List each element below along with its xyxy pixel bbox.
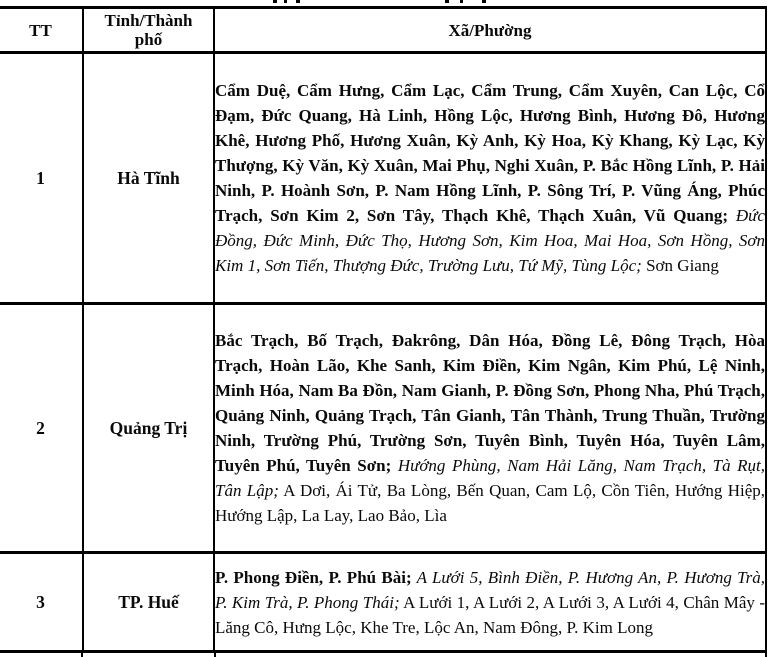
table-border-stub xyxy=(214,651,216,657)
wards-italic-list: A Lưới 5, Bình Điền, P. Hương An, P. Hương Trà, P. Kim Trà, P. Phong Thái; xyxy=(215,567,765,612)
header-province-line1: Tỉnh/Thành xyxy=(104,11,193,30)
province-name: Hà Tĩnh xyxy=(83,53,214,304)
header-province-line2: phố xyxy=(134,30,163,49)
clipped-text-fragment xyxy=(482,0,486,3)
wards-cell xyxy=(214,553,766,652)
wards-regular-list: Sơn Giang xyxy=(641,256,719,275)
clipped-text-fragment xyxy=(273,0,277,3)
table-row xyxy=(0,304,766,553)
table-row xyxy=(0,553,766,652)
clipped-text-fragment xyxy=(284,0,287,3)
clipped-text-fragment xyxy=(460,0,463,3)
wards-list xyxy=(215,328,765,528)
wards-list xyxy=(215,78,765,278)
table-page xyxy=(0,6,767,653)
table-header-row xyxy=(0,8,766,53)
wards-list xyxy=(215,565,765,640)
wards-bold-list: Cẩm Duệ, Cẩm Hưng, Cẩm Lạc, Cẩm Trung, Cẩm Xuyên, Can Lộc, Cổ Đạm, Đức Quang, Hà Linh, Hồng Lộc, Hương Bình, Hương Đô, Hương Khê, Hương Phố, Hương Xuân, Kỳ Anh, Kỳ Hoa, Kỳ Khang, Kỳ Lạc, Kỳ Thượng, Kỳ Văn, Kỳ Xuân, Mai Phụ, Nghi Xuân, P. Bắc Hồng Lĩnh, P. Hải Ninh, P. Hoành Sơn, P. Nam Hồng Lĩnh, P. Sông Trí, P. Vũng Áng, Phúc Trạch, Sơn Kim 2, Sơn Tây, Thạch Khê, Thạch Xuân, Vũ Quang; xyxy=(215,81,765,225)
wards-bold-list: P. Phong Điền, P. Phú Bài; xyxy=(215,567,412,587)
header-province xyxy=(83,8,214,53)
wards-bold-list: Bắc Trạch, Bố Trạch, Đakrông, Dân Hóa, Đồng Lê, Đông Trạch, Hòa Trạch, Hoàn Lão, Khe Sanh, Kim Điền, Kim Ngân, Kim Phú, Lệ Ninh, Minh Hóa, Nam Ba Đồn, Nam Gianh, P. Đồng Sơn, Phong Nha, Phú Trạch, Quảng Ninh, Quảng Trạch, Tân Gianh, Tân Thành, Trung Thuần, Trường Ninh, Trường Phú, Trường Sơn, Tuyên Bình, Tuyên Hóa, Tuyên Lâm, Tuyên Phú, Tuyên Sơn; xyxy=(215,331,765,475)
row-number: 1 xyxy=(0,53,83,304)
table-border-stub xyxy=(81,651,83,657)
wards-regular-list: A Dơi, Ái Tử, Ba Lòng, Bến Quan, Cam Lộ, Cồn Tiên, Hướng Hiệp, Hướng Lập, La Lay, Lao Bảo, Lìa xyxy=(215,481,765,525)
table-row xyxy=(0,53,766,304)
header-tt: TT xyxy=(0,8,83,53)
table-border-stub xyxy=(765,651,767,657)
clipped-text-fragment xyxy=(296,0,300,3)
row-number: 2 xyxy=(0,304,83,553)
wards-cell xyxy=(214,53,766,304)
header-wards: Xã/Phường xyxy=(214,8,766,53)
wards-italic-list: Hướng Phùng, Nam Hải Lăng, Nam Trạch, Tà Rụt, Tân Lập; xyxy=(215,456,765,500)
wards-cell xyxy=(214,304,766,553)
province-name: Quảng Trị xyxy=(83,304,214,553)
clipped-text-fragment xyxy=(445,0,449,3)
row-number: 3 xyxy=(0,553,83,652)
province-name: TP. Huế xyxy=(83,553,214,652)
wards-regular-list: A Lưới 1, A Lưới 2, A Lưới 3, A Lưới 4, Chân Mây - Lăng Cô, Hưng Lộc, Khe Tre, Lộc An, Nam Đông, P. Kim Long xyxy=(215,592,765,637)
admin-units-table xyxy=(0,6,767,653)
wards-italic-list: Đức Đồng, Đức Minh, Đức Thọ, Hương Sơn, Kim Hoa, Mai Hoa, Sơn Hồng, Sơn Kim 1, Sơn Tiến, Thượng Đức, Trường Lưu, Tứ Mỹ, Tùng Lộc; xyxy=(215,206,765,275)
